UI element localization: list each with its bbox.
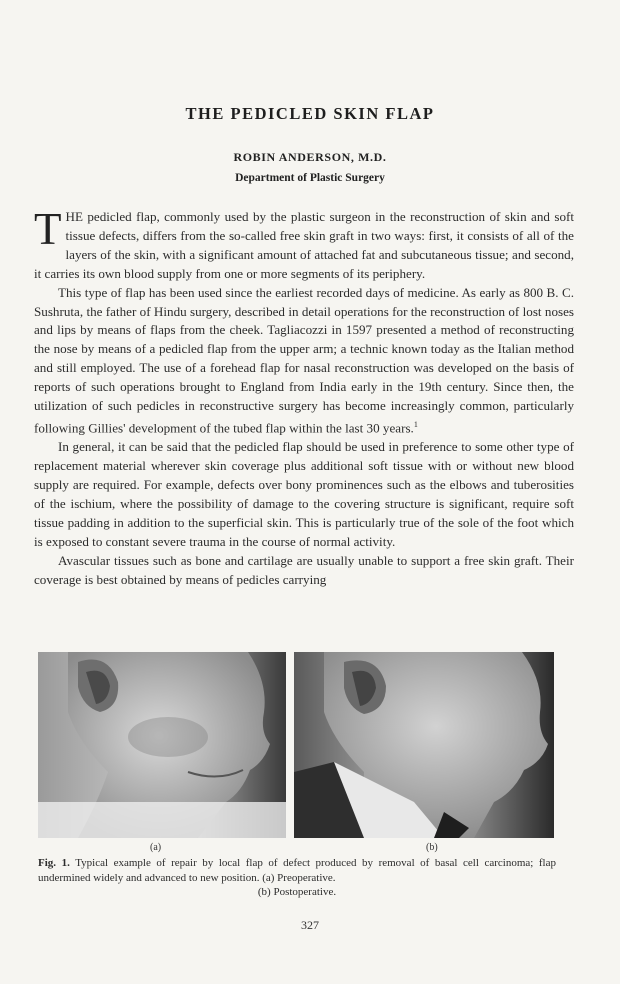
paragraph-1	[34, 204, 574, 284]
footnote-ref: 1	[413, 419, 418, 429]
article-title: THE PEDICLED SKIN FLAP	[185, 104, 435, 123]
postoperative-photo	[294, 652, 554, 838]
paragraph-4: Avascular tissues such as bone and cartilage are usually unable to support a free skin graft. Their coverage is best obtained by means of pedicles carrying	[34, 552, 574, 587]
paragraph-1-text: HE pedicled flap, commonly used by the plastic surgeon in the reconstruction of skin and soft tissue defects, differs from the so-called free skin graft in two ways: first, it consists of all of the layers of the skin, with a significant amount of attached fat and subcutaneous tissue; and second, it carries its own blood supply from one or more segments of its periphery.	[34, 209, 574, 281]
caption-text: Typical example of repair by local flap of defect produced by removal of basal cell carcinoma; flap undermined widely and advanced to new position. (a) Preoperative.	[38, 857, 556, 884]
paragraph-2-text: This type of flap has been used since the earliest recorded days of medicine. As early as 800 B. C. Sushruta, the father of Hindu surgery, described in detail operations for the reconstruction of lost noses and lips by means of flaps from the cheek. Tagliacozzi in 1597 presented a method of reconstructing the nose by means of a pedicled flap from the upper arm; a technic known today as the Italian method and still employed. The use of a forehead flap for nasal reconstruction was developed on the basis of reports of such operations brought to England from India early in the 19th century. Since then, the utilization of such pedicles in reconstructive surgery has become increasingly common, particularly following Gillies' development of the tubed flap within the last 30 years.	[34, 284, 574, 436]
preoperative-photo	[38, 652, 286, 838]
figure-1	[38, 652, 554, 838]
figure-label-a: (a)	[150, 842, 162, 853]
page-number: 327	[301, 918, 319, 932]
author-name: ROBIN ANDERSON, M.D.	[233, 150, 387, 164]
author-department: Department of Plastic Surgery	[235, 172, 385, 184]
drop-cap: T	[34, 204, 62, 254]
figure-caption	[38, 856, 556, 900]
figure-label-b: (b)	[426, 842, 438, 853]
paragraph-2	[34, 284, 574, 439]
paragraph-3: In general, it can be said that the pedicled flap should be used in preference to some other type of replacement material wherever skin coverage plus additional soft tissue with or without new blood supply are required. For example, defects over bony prominences such as the elbows and tuberosities of the ischium, where the possibility of damage to the covering structure is significant, require soft tissue padding in addition to the superficial skin. This is particularly true of the sole of the foot which is exposed to constant severe trauma in the course of normal activity.	[34, 439, 574, 549]
article-body	[34, 204, 574, 589]
caption-label: Fig. 1.	[38, 857, 70, 869]
caption-last-line: (b) Postoperative.	[257, 886, 337, 898]
